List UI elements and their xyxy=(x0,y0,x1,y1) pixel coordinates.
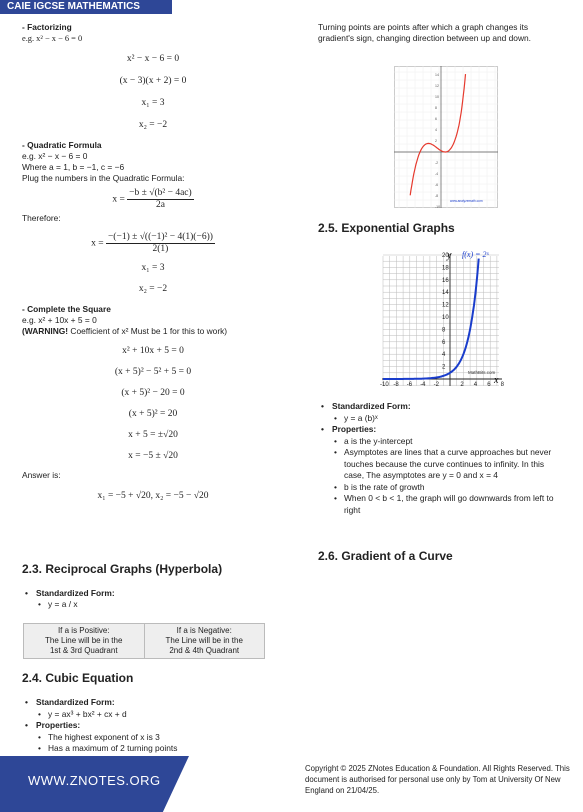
exponential-graph xyxy=(380,248,505,388)
reciprocal-heading: 2.3. Reciprocal Graphs (Hyperbola) xyxy=(22,562,223,576)
exp-x-tick: -4 xyxy=(420,382,426,388)
exp-y-axis-label: y xyxy=(447,250,452,261)
square-answer: x₁ = −5 + √20, x₂ = −5 − √20 xyxy=(97,491,209,501)
cubic-y-tick: 14 xyxy=(435,73,439,78)
square-step: (x + 5)² = 20 xyxy=(128,409,178,419)
reciprocal-list xyxy=(22,588,115,610)
exp-prop: • b is the rate of growth xyxy=(318,482,563,494)
quadratic-root: x₁ = 3 xyxy=(141,263,165,273)
factorizing-step: x² − x − 6 = 0 xyxy=(126,54,180,64)
cubic-y-tick: 6 xyxy=(435,117,437,122)
cubic-y-tick: 2 xyxy=(435,139,437,144)
znotes-link[interactable]: WWW.ZNOTES.ORG xyxy=(28,773,161,788)
exp-props-label: • Properties: xyxy=(318,424,563,436)
factorizing-step: x₁ = 3 xyxy=(141,98,165,108)
exp-std-form: • y = a (b)ˣ xyxy=(318,413,563,425)
cubic-list xyxy=(22,697,282,755)
left-column xyxy=(22,22,284,502)
cubic-y-tick: -2 xyxy=(435,161,439,166)
exponential-heading: 2.5. Exponential Graphs xyxy=(318,221,455,235)
exp-y-tick: 8 xyxy=(442,327,446,334)
cubic-heading: 2.4. Cubic Equation xyxy=(22,671,134,685)
cubic-y-tick: 4 xyxy=(435,128,437,133)
cubic-prop: • The highest exponent of x is 3 xyxy=(22,732,282,744)
cubic-y-tick: 12 xyxy=(435,84,439,89)
table-cell: If a is Negative: The Line will be in the 2nd & 4th Quadrant xyxy=(144,624,265,659)
square-step: x = −5 ± √20 xyxy=(128,451,178,461)
square-step: (x + 5)² − 5² + 5 = 0 xyxy=(114,367,192,377)
exp-x-tick: -8 xyxy=(393,382,399,388)
square-step: x² + 10x + 5 = 0 xyxy=(122,346,184,356)
reciprocal-std-form: • y = a / x xyxy=(22,599,115,610)
cubic-graph xyxy=(394,66,498,208)
exp-watermark: MathBits.com xyxy=(468,370,496,375)
exp-x-tick: 2 xyxy=(460,382,464,388)
exp-y-tick: 16 xyxy=(442,277,449,284)
cubic-std-label: • Standardized Form: xyxy=(22,697,282,709)
exp-y-tick: 14 xyxy=(442,290,449,297)
sub-lhs: x = xyxy=(91,238,104,249)
cubic-std-form: • y = ax³ + bx² + cx + d xyxy=(22,709,282,721)
cubic-y-tick: -8 xyxy=(435,194,439,199)
cubic-y-tick: -10 xyxy=(435,205,441,208)
quadratic-example: e.g. x² − x − 6 = 0 xyxy=(22,151,88,161)
sub-numerator: −(−1) ± √((−1)² − 4(1)(−6)) xyxy=(107,232,213,242)
exp-std-label: • Standardized Form: xyxy=(318,401,563,413)
quadratic-formula xyxy=(22,188,284,211)
sub-denominator: 2(1) xyxy=(152,244,169,254)
exp-x-tick: -6 xyxy=(406,382,413,388)
gradient-heading: 2.6. Gradient of a Curve xyxy=(318,549,453,563)
factorizing-step: x₂ = −2 xyxy=(138,120,168,130)
exp-y-tick: 20 xyxy=(442,253,449,259)
square-warning xyxy=(22,326,284,337)
cubic-y-tick: -6 xyxy=(435,183,439,188)
exp-y-tick: 18 xyxy=(442,265,449,272)
warning-bold: (WARNING! xyxy=(22,326,69,336)
exp-x-tick: 4 xyxy=(473,382,478,388)
exp-x-tick: -10 xyxy=(380,382,389,388)
formula-lhs: x = xyxy=(112,194,125,205)
square-example: e.g. x² + 10x + 5 = 0 xyxy=(22,315,97,325)
square-step: (x + 5)² − 20 = 0 xyxy=(121,388,185,398)
exp-prop: • a is the y-intercept xyxy=(318,436,563,448)
quadratic-plug: Plug the numbers in the Quadratic Formula: xyxy=(22,173,185,183)
exp-prop: • When 0 < b < 1, the graph will go downwards from left to right xyxy=(318,493,563,516)
cubic-y-tick: 8 xyxy=(435,106,437,111)
cubic-y-tick: 10 xyxy=(435,95,439,100)
cubic-prop: • Has a maximum of 2 turning points xyxy=(22,743,282,755)
turning-text: Turning points are points after which a graph changes its gradient's sign, changing direction between up and down. xyxy=(318,22,531,43)
quadratic-root: x₂ = −2 xyxy=(138,284,168,294)
quadratic-substituted xyxy=(22,232,284,255)
square-title: - Complete the Square xyxy=(22,304,111,314)
quadratic-title: - Quadratic Formula xyxy=(22,140,102,150)
exponential-list xyxy=(318,401,563,516)
cubic-watermark: www.analyzemath.com xyxy=(450,199,483,203)
footer-banner xyxy=(0,756,195,812)
cubic-props-label: • Properties: xyxy=(22,720,282,732)
warning-rest: Coefficient of x² Must be 1 for this to work) xyxy=(68,326,228,336)
page-header: CAIE IGCSE MATHEMATICS xyxy=(0,0,172,14)
factorizing-step: (x − 3)(x + 2) = 0 xyxy=(119,76,187,86)
exp-y-tick: 10 xyxy=(442,315,449,321)
exp-x-tick: -2 xyxy=(433,382,439,388)
exp-y-tick: 6 xyxy=(442,339,446,346)
exp-prop: • Asymptotes are lines that a curve approaches but never touches because the curve continues to infinity. In this case, The asymptotes are y = 0 and x = 4 xyxy=(318,447,563,482)
exp-y-tick: 12 xyxy=(442,302,449,309)
table-cell: If a is Positive: The Line will be in the 1st & 3rd Quadrant xyxy=(24,624,145,659)
exp-function-label: f(x) = 2ˣ xyxy=(462,250,489,259)
copyright-text: Copyright © 2025 ZNotes Education & Foundation. All Rights Reserved. This document is authorised for personal use only by Tom at University Of New England on 21/04/25. xyxy=(305,764,570,795)
exp-x-tick: 8 xyxy=(500,382,504,388)
reciprocal-table xyxy=(23,623,265,659)
cubic-y-tick: -4 xyxy=(435,172,439,177)
exp-x-tick: 6 xyxy=(487,382,491,388)
quadratic-where: Where a = 1, b = −1, c = −6 xyxy=(22,162,125,172)
formula-numerator: −b ± √(b² − 4ac) xyxy=(129,188,192,198)
factorizing-title: - Factorizing xyxy=(22,22,72,32)
square-step: x + 5 = ±√20 xyxy=(128,430,178,440)
exp-x-axis-label: x xyxy=(494,375,499,386)
exp-y-tick: 2 xyxy=(442,364,446,371)
reciprocal-std-label: • Standardized Form: xyxy=(22,588,115,599)
therefore-label: Therefore: xyxy=(22,213,61,223)
exp-y-tick: 4 xyxy=(442,352,446,359)
answer-label: Answer is: xyxy=(22,470,61,480)
formula-denominator: 2a xyxy=(155,200,165,210)
factorizing-example: e.g. x² − x − 6 = 0 xyxy=(22,34,83,43)
